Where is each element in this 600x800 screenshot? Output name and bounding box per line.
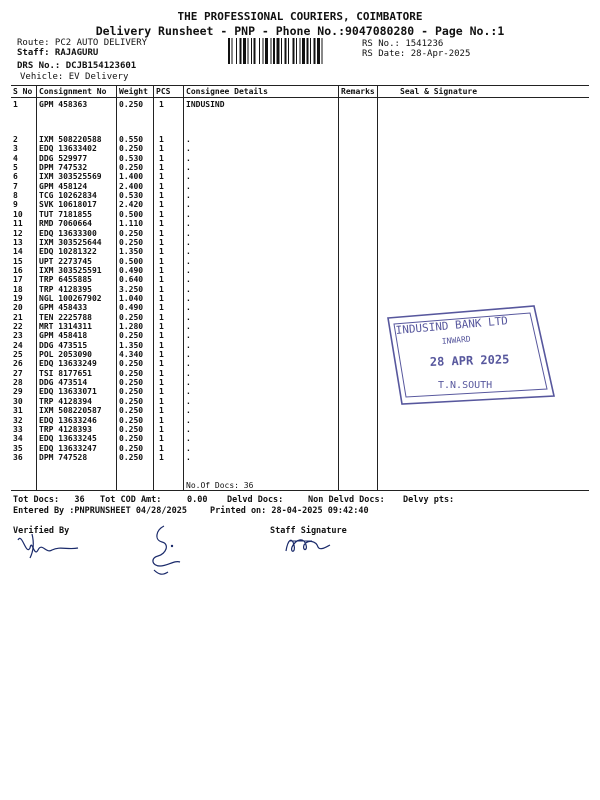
- row-sno: 17: [13, 275, 23, 285]
- row-sno: 10: [13, 209, 23, 219]
- row-wt: 0.250: [119, 144, 144, 154]
- row-pcs: 1: [159, 396, 164, 406]
- row-cno: EDQ 13633402: [39, 144, 97, 154]
- table-header-rule: [11, 97, 589, 98]
- row-pcs: 1: [159, 331, 164, 341]
- initials-signature-image: [142, 522, 186, 580]
- row-wt: 1.280: [119, 322, 144, 331]
- row-cno: EDQ 13633246: [39, 415, 97, 425]
- table-row: [0, 135, 600, 144]
- table-row: [0, 219, 600, 228]
- row-pcs: 1: [159, 293, 164, 303]
- row-consignee: .: [186, 265, 191, 275]
- col-header-sno: S No: [13, 87, 33, 96]
- row-consignee: .: [186, 228, 191, 238]
- non-delivered-docs: Non Delvd Docs:: [308, 495, 385, 505]
- row-consignee: .: [186, 144, 191, 154]
- row-wt: 1.110: [119, 219, 144, 229]
- row-wt: 1.350: [119, 340, 144, 350]
- row-cno: IXM 508220588: [39, 135, 102, 144]
- row-consignee: .: [186, 415, 191, 425]
- table-row: [0, 416, 600, 425]
- row-pcs: 1: [159, 284, 164, 294]
- row-consignee: .: [186, 191, 191, 201]
- row-wt: 0.490: [119, 303, 144, 313]
- row-wt: 0.250: [119, 406, 144, 416]
- table-row: [0, 275, 600, 284]
- row-cno: DDG 473515: [39, 340, 88, 350]
- row-cno: POL 2053090: [39, 350, 92, 360]
- row-sno: 13: [13, 237, 23, 247]
- row-cno: IXM 303525569: [39, 172, 102, 182]
- row-consignee: .: [186, 275, 191, 285]
- row-cno: EDQ 10281322: [39, 247, 97, 257]
- row-consignee: .: [186, 200, 191, 210]
- row-consignee: .: [186, 387, 191, 397]
- table-row: [0, 144, 600, 153]
- row-cno: TCG 10262834: [39, 191, 97, 201]
- row-pcs: 1: [159, 434, 164, 444]
- row-pcs: 1: [159, 452, 164, 462]
- row-sno: 18: [13, 284, 23, 294]
- table-row: [0, 200, 600, 209]
- row-pcs: 1: [159, 322, 164, 331]
- staff-label: Staff: RAJAGURU: [17, 48, 99, 58]
- delivered-docs: Delvd Docs:: [227, 495, 284, 505]
- row-wt: 0.250: [119, 228, 144, 238]
- table-row: [0, 172, 600, 181]
- row-wt: 0.250: [119, 387, 144, 397]
- row-pcs: 1: [159, 144, 164, 154]
- row-sno: 26: [13, 359, 23, 369]
- row-pcs: 1: [159, 415, 164, 425]
- row-consignee: .: [186, 443, 191, 453]
- table-row: [0, 238, 600, 247]
- row-pcs: 1: [159, 359, 164, 369]
- row-sno: 27: [13, 368, 23, 378]
- entered-by: Entered By :PNPRUNSHEET 04/28/2025: [13, 506, 187, 516]
- row-sno: 25: [13, 350, 23, 360]
- row-cno: NGL 100267902: [39, 293, 102, 303]
- col-header-pcs: PCS: [156, 87, 171, 96]
- row-cno: EDQ 13633249: [39, 359, 97, 369]
- row-wt: 2.400: [119, 181, 144, 191]
- row-consignee: .: [186, 424, 191, 434]
- barcode-image: [228, 38, 356, 64]
- row-sno: 14: [13, 247, 23, 257]
- row-cno: EDQ 13633245: [39, 434, 97, 444]
- row-sno: 22: [13, 322, 23, 331]
- row-sno: 29: [13, 387, 23, 397]
- table-row: [0, 266, 600, 275]
- row-cno: TRP 4128395: [39, 284, 92, 294]
- rs-date: RS Date: 28-Apr-2025: [362, 49, 471, 59]
- row-pcs: 1: [159, 340, 164, 350]
- row-consignee: .: [186, 256, 191, 266]
- total-docs: Tot Docs: 36: [13, 495, 85, 505]
- row-cno: IXM 303525591: [39, 265, 102, 275]
- row-cno: RMD 7060664: [39, 219, 92, 229]
- row-pcs: 1: [159, 135, 164, 144]
- row-pcs: 1: [159, 191, 164, 201]
- row-cno: TRP 4128393: [39, 424, 92, 434]
- route-label: Route: PC2 AUTO DELIVERY: [17, 38, 148, 48]
- row-sno: 8: [13, 191, 18, 201]
- row-pcs: 1: [159, 443, 164, 453]
- table-row: [0, 444, 600, 453]
- row-consignee: INDUSIND: [186, 100, 225, 109]
- staff-signature-image: [282, 533, 332, 557]
- row-pcs: 1: [159, 237, 164, 247]
- row-cno: EDQ 13633300: [39, 228, 97, 238]
- no-of-docs: No.Of Docs: 36: [186, 481, 254, 490]
- row-consignee: .: [186, 303, 191, 313]
- row-pcs: 1: [159, 275, 164, 285]
- total-cod-amount: Tot COD Amt: 0.00: [100, 495, 208, 505]
- row-consignee: .: [186, 293, 191, 303]
- row-cno: MRT 1314311: [39, 322, 92, 331]
- row-consignee: .: [186, 331, 191, 341]
- row-wt: 0.250: [119, 331, 144, 341]
- row-cno: EDQ 13633071: [39, 387, 97, 397]
- row-sno: 24: [13, 340, 23, 350]
- row-wt: 3.250: [119, 284, 144, 294]
- row-wt: 0.250: [119, 163, 144, 173]
- row-wt: 0.250: [119, 368, 144, 378]
- table-row: [0, 100, 600, 109]
- row-cno: TEN 2225788: [39, 312, 92, 322]
- row-pcs: 1: [159, 265, 164, 275]
- row-wt: 0.250: [119, 452, 144, 462]
- row-consignee: .: [186, 284, 191, 294]
- row-sno: 16: [13, 265, 23, 275]
- row-consignee: .: [186, 181, 191, 191]
- row-wt: 0.250: [119, 434, 144, 444]
- table-row: [0, 154, 600, 163]
- row-consignee: .: [186, 219, 191, 229]
- row-consignee: .: [186, 406, 191, 416]
- table-row: [0, 247, 600, 256]
- row-wt: 0.500: [119, 256, 144, 266]
- stamp-region: T.N.SOUTH: [438, 380, 493, 391]
- table-row: [0, 229, 600, 238]
- row-wt: 1.040: [119, 293, 144, 303]
- row-pcs: 1: [159, 378, 164, 388]
- col-header-seal-signature: Seal & Signature: [400, 87, 478, 96]
- row-sno: 30: [13, 396, 23, 406]
- stamp-inward: INWARD: [441, 334, 471, 346]
- row-consignee: .: [186, 350, 191, 360]
- row-pcs: 1: [159, 100, 164, 109]
- row-cno: TUT 7181855: [39, 209, 92, 219]
- row-pcs: 1: [159, 228, 164, 238]
- row-wt: 0.500: [119, 209, 144, 219]
- row-pcs: 1: [159, 368, 164, 378]
- row-sno: 28: [13, 378, 23, 388]
- row-wt: 1.350: [119, 247, 144, 257]
- row-cno: EDQ 13633247: [39, 443, 97, 453]
- table-top-rule: [11, 85, 589, 86]
- row-wt: 0.530: [119, 153, 144, 163]
- row-consignee: .: [186, 312, 191, 322]
- table-row: [0, 453, 600, 462]
- company-name: THE PROFESSIONAL COURIERS, COIMBATORE: [177, 10, 423, 23]
- row-sno: 2: [13, 135, 18, 144]
- row-wt: 1.400: [119, 172, 144, 182]
- row-consignee: .: [186, 434, 191, 444]
- row-wt: 2.420: [119, 200, 144, 210]
- row-sno: 9: [13, 200, 18, 210]
- row-wt: 0.250: [119, 396, 144, 406]
- row-cno: UPT 2273745: [39, 256, 92, 266]
- row-wt: 4.340: [119, 350, 144, 360]
- vehicle-label: Vehicle: EV Delivery: [20, 72, 129, 82]
- row-wt: 0.250: [119, 424, 144, 434]
- row-consignee: .: [186, 396, 191, 406]
- row-sno: 4: [13, 153, 18, 163]
- row-wt: 0.250: [119, 100, 144, 109]
- row-wt: 0.550: [119, 135, 144, 144]
- row-pcs: 1: [159, 247, 164, 257]
- row-cno: TRP 6455885: [39, 275, 92, 285]
- row-sno: 7: [13, 181, 18, 191]
- bank-inward-stamp: [384, 300, 558, 410]
- printed-on: Printed on: 28-04-2025 09:42:40: [210, 506, 369, 516]
- verified-by-label: Verified By: [13, 526, 70, 536]
- row-pcs: 1: [159, 256, 164, 266]
- row-cno: GPM 458433: [39, 303, 88, 313]
- col-header-consignee: Consignee Details: [186, 87, 268, 96]
- row-wt: 0.250: [119, 237, 144, 247]
- table-row: [0, 182, 600, 191]
- drs-number: DRS No.: DCJB154123601: [17, 61, 137, 71]
- row-sno: 36: [13, 452, 23, 462]
- col-header-weight: Weight: [119, 87, 148, 96]
- row-sno: 11: [13, 219, 23, 229]
- row-pcs: 1: [159, 163, 164, 173]
- row-pcs: 1: [159, 181, 164, 191]
- row-sno: 34: [13, 434, 23, 444]
- col-header-consignment: Consignment No: [39, 87, 107, 96]
- row-cno: DDG 473514: [39, 378, 88, 388]
- runsheet-title: Delivery Runsheet - PNP - Phone No.:9047080280 - Page No.:1: [95, 24, 505, 38]
- row-consignee: .: [186, 322, 191, 331]
- row-sno: 15: [13, 256, 23, 266]
- table-row: [0, 425, 600, 434]
- row-sno: 21: [13, 312, 23, 322]
- row-consignee: .: [186, 340, 191, 350]
- row-pcs: 1: [159, 424, 164, 434]
- row-cno: GPM 458124: [39, 181, 88, 191]
- row-sno: 35: [13, 443, 23, 453]
- table-row: [0, 285, 600, 294]
- row-pcs: 1: [159, 219, 164, 229]
- row-wt: 0.250: [119, 443, 144, 453]
- row-cno: GPM 458418: [39, 331, 88, 341]
- row-cno: TRP 4128394: [39, 396, 92, 406]
- row-cno: IXM 508220587: [39, 406, 102, 416]
- row-wt: 0.490: [119, 265, 144, 275]
- row-consignee: .: [186, 135, 191, 144]
- row-sno: 12: [13, 228, 23, 238]
- stamp-date: 28 APR 2025: [429, 352, 510, 369]
- row-pcs: 1: [159, 350, 164, 360]
- row-cno: DDG 529977: [39, 153, 88, 163]
- delivery-points: Delvy pts:: [403, 495, 455, 505]
- stamp-bank-name: INDUSIND BANK LTD: [395, 314, 509, 337]
- table-bottom-rule: [11, 490, 589, 491]
- row-wt: 0.530: [119, 191, 144, 201]
- row-sno: 1: [13, 100, 18, 109]
- row-cno: GPM 458363: [39, 100, 88, 109]
- row-wt: 0.250: [119, 415, 144, 425]
- row-cno: DPM 747528: [39, 452, 88, 462]
- row-sno: 33: [13, 424, 23, 434]
- row-pcs: 1: [159, 312, 164, 322]
- row-consignee: .: [186, 237, 191, 247]
- row-pcs: 1: [159, 387, 164, 397]
- col-header-remarks: Remarks: [341, 87, 375, 96]
- row-wt: 0.250: [119, 359, 144, 369]
- table-row: [0, 191, 600, 200]
- row-consignee: .: [186, 163, 191, 173]
- row-consignee: .: [186, 452, 191, 462]
- staff-signature-label: Staff Signature: [270, 526, 347, 536]
- row-wt: 0.640: [119, 275, 144, 285]
- row-pcs: 1: [159, 200, 164, 210]
- table-row: [0, 434, 600, 443]
- row-sno: 32: [13, 415, 23, 425]
- rs-number: RS No.: 1541236: [362, 39, 444, 49]
- row-cno: TSI 8177651: [39, 368, 92, 378]
- table-row: [0, 163, 600, 172]
- row-cno: SVK 10618017: [39, 200, 97, 210]
- table-row: [0, 210, 600, 219]
- row-wt: 0.250: [119, 378, 144, 388]
- row-pcs: 1: [159, 303, 164, 313]
- row-cno: DPM 747532: [39, 163, 88, 173]
- row-consignee: .: [186, 209, 191, 219]
- row-sno: 31: [13, 406, 23, 416]
- row-cno: IXM 303525644: [39, 237, 102, 247]
- row-consignee: .: [186, 247, 191, 257]
- row-wt: 0.250: [119, 312, 144, 322]
- row-pcs: 1: [159, 209, 164, 219]
- row-consignee: .: [186, 153, 191, 163]
- row-consignee: .: [186, 378, 191, 388]
- row-consignee: .: [186, 359, 191, 369]
- table-row: [0, 257, 600, 266]
- row-pcs: 1: [159, 172, 164, 182]
- verifier-signature-image: [12, 528, 82, 560]
- row-sno: 23: [13, 331, 23, 341]
- row-pcs: 1: [159, 153, 164, 163]
- row-consignee: .: [186, 368, 191, 378]
- row-sno: 20: [13, 303, 23, 313]
- row-sno: 3: [13, 144, 18, 154]
- row-sno: 6: [13, 172, 18, 182]
- row-sno: 5: [13, 163, 18, 173]
- row-consignee: .: [186, 172, 191, 182]
- row-pcs: 1: [159, 406, 164, 416]
- row-sno: 19: [13, 293, 23, 303]
